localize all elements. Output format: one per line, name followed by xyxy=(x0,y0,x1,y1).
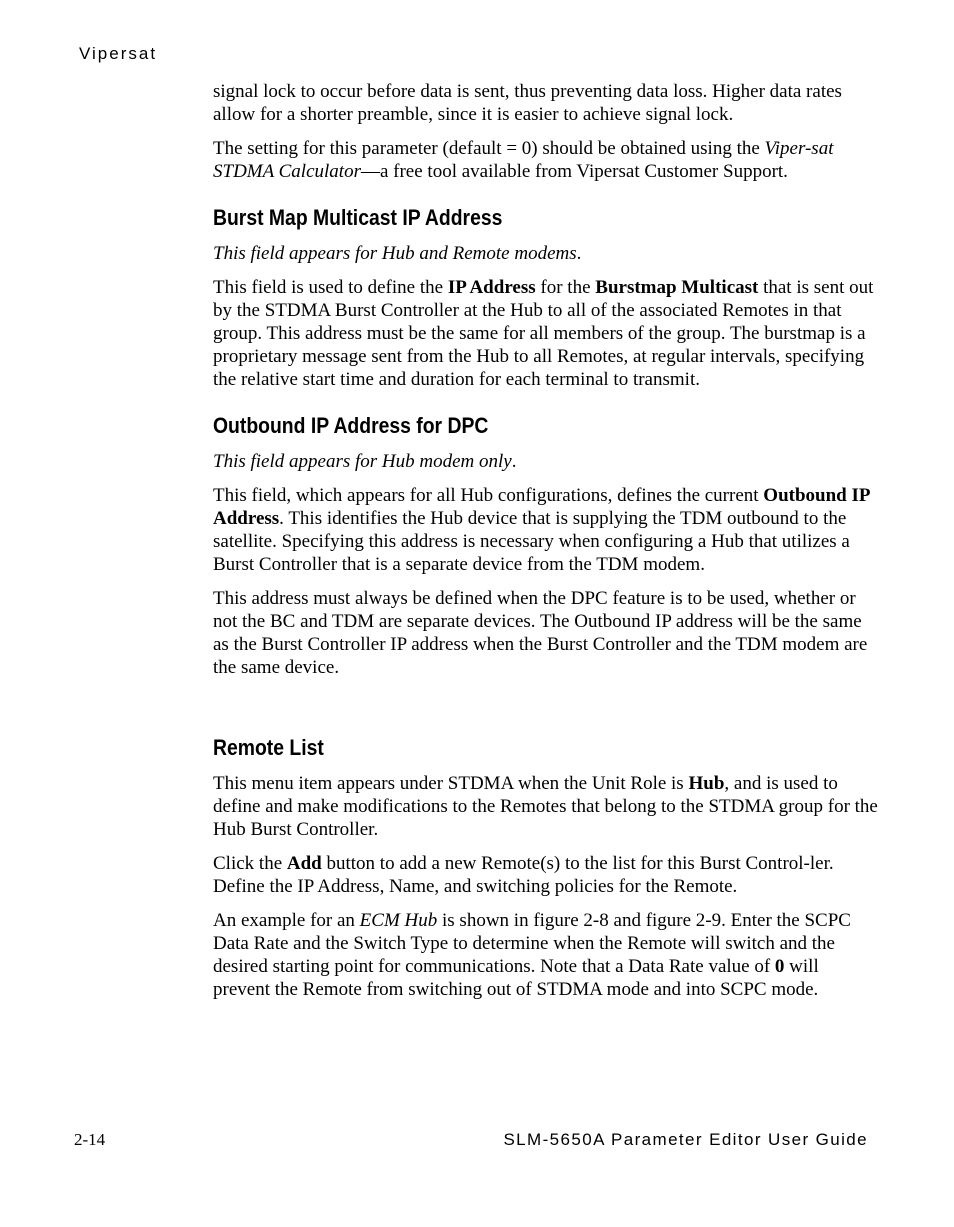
page-body xyxy=(213,80,878,1001)
page-number: 2-14 xyxy=(74,1130,106,1149)
burst-map-text-d: that is sent out by the STDMA Burst Controller at the Hub to all of the associated Remotes in that group. This address must be the same for all members of the group. The burstmap is a proprietary message sent from the Hub to all Remotes, at regular intervals, specifying the relative start time and duration for each terminal to transmit. xyxy=(213,277,874,390)
intro-paragraph-1: signal lock to occur before data is sent, thus preventing data loss. Higher data rates allow for a shorter preamble, since it is easier to achieve signal lock. xyxy=(213,81,842,125)
remote-list-text-e: button to add a new Remote(s) to the list for this Burst Control-ler. Define the IP Address, Name, and switching policies for the Remote. xyxy=(213,853,834,897)
burst-map-text-c: for the xyxy=(535,277,596,298)
outbound-note-end: . xyxy=(511,451,517,472)
outbound-paragraph-1 xyxy=(213,484,878,576)
burst-map-note-text: This field appears for Hub and Remote modems xyxy=(213,243,577,264)
running-header: Vipersat xyxy=(79,44,158,63)
intro-paragraph-2 xyxy=(213,137,878,183)
section-heading-remote-list: Remote List xyxy=(213,735,324,760)
remote-list-paragraph-2 xyxy=(213,852,878,898)
remote-list-text-h: will prevent the Remote from switching out of STDMA mode and into SCPC mode. xyxy=(213,956,819,1000)
remote-list-text-f: An example for an xyxy=(213,910,360,931)
remote-list-paragraph-1 xyxy=(213,772,878,841)
ip-address-term: IP Address xyxy=(447,277,536,298)
burst-map-paragraph-1 xyxy=(213,276,878,391)
remote-list-text-g: is shown in figure 2-8 and figure 2-9. Enter the SCPC Data Rate and the Switch Type to determine when the Remote will switch and the desired starting point for communications. Note that a Data Rate value of xyxy=(213,910,851,977)
outbound-text-c: . This identifies the Hub device that is supplying the TDM outbound to the satellite. Specifying this address is necessary when configuring a Hub that utilizes a Burst Controller that is a separate device from the TDM modem. xyxy=(213,508,850,575)
remote-list-text-d: Click the xyxy=(213,853,287,874)
document-title: SLM-5650A Parameter Editor User Guide xyxy=(503,1130,868,1149)
intro-text-b: —a free tool available from Vipersat Customer Support. xyxy=(360,161,788,182)
burst-map-note-end: . xyxy=(576,243,582,264)
zero-value-term: 0 xyxy=(774,956,785,977)
outbound-ip-term: Outbound IP Address xyxy=(213,485,870,529)
burst-map-note xyxy=(213,242,878,265)
ecm-hub-term: ECM Hub xyxy=(359,910,438,931)
calculator-reference: Viper-sat STDMA Calculator xyxy=(213,138,834,182)
intro-text-a: The setting for this parameter (default = 0) should be obtained using the xyxy=(213,138,765,159)
outbound-note xyxy=(213,450,878,473)
burstmap-multicast-term: Burstmap Multicast xyxy=(595,277,759,298)
section-heading-outbound-ip: Outbound IP Address for DPC xyxy=(213,413,489,438)
remote-list-text-a: This menu item appears under STDMA when the Unit Role is xyxy=(213,773,689,794)
remote-list-paragraph-3 xyxy=(213,909,878,1001)
remote-list-text-c: , and is used to define and make modifications to the Remotes that belong to the STDMA group for the Hub Burst Controller. xyxy=(213,773,878,840)
burst-map-text-a: This field is used to define the xyxy=(213,277,448,298)
add-term: Add xyxy=(286,853,322,874)
section-heading-burst-map: Burst Map Multicast IP Address xyxy=(213,205,503,230)
outbound-note-text: This field appears for Hub modem only xyxy=(213,451,512,472)
outbound-paragraph-2: This address must always be defined when the DPC feature is to be used, whether or not the BC and TDM are separate devices. The Outbound IP address will be the same as the Burst Controller IP address when the Burst Controller and the TDM modem are the same device. xyxy=(213,588,868,678)
outbound-text-a: This field, which appears for all Hub configurations, defines the current xyxy=(213,485,764,506)
hub-term: Hub xyxy=(688,773,725,794)
